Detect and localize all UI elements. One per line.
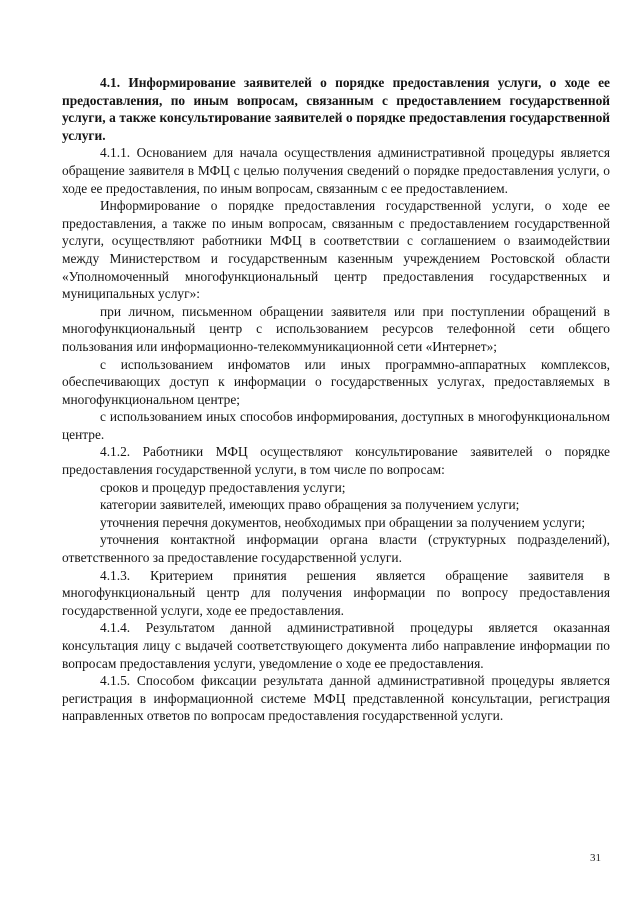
paragraph-informing: Информирование о порядке предоставления государственной услуги, о ходе ее предоставления, а также по иным вопросам, связанным с предоставлением государственной услуги, осуществляют работники МФЦ в соответствии с соглашением о взаимодействии между Министерством и государственным казенным учреждением Ростовской области «Уполномоченный многофункциональный центр предоставления государственных и муниципальных услуг»: bbox=[62, 198, 610, 302]
list-item-documents: уточнения перечня документов, необходимых при обращении за получением услуги; bbox=[100, 514, 586, 530]
paragraph-4-1-5: 4.1.5. Способом фиксации результата данной административной процедуры является регистрация в информационной системе МФЦ представленной консультации, регистрация направленных ответов по вопросам предоставления государственной услуги. bbox=[62, 673, 610, 724]
paragraph-infomats: с использованием инфоматов или иных программно-аппаратных комплексов, обеспечивающих доступ к информации о государственных услугах, предоставляемых в многофункциональном центре; bbox=[62, 356, 610, 407]
page-number: 31 bbox=[590, 852, 601, 864]
list-item-contacts: уточнения контактной информации органа власти (структурных подразделений), ответственного за предоставление государственной услуги. bbox=[62, 532, 610, 566]
section-heading: 4.1. Информирование заявителей о порядке предоставления услуги, о ходе ее предоставления, по иным вопросам, связанным с предоставлением государственной услуги, а также консультирование заявителей о порядке предоставления государственной услуги. bbox=[62, 75, 610, 143]
list-item-terms: сроков и процедур предоставления услуги; bbox=[100, 479, 346, 495]
paragraph-4-1-2: 4.1.2. Работники МФЦ осуществляют консультирование заявителей о порядке предоставления государственной услуги, в том числе по вопросам: bbox=[62, 444, 610, 478]
paragraph-personal-appeal: при личном, письменном обращении заявителя или при поступлении обращений в многофункциональный центр с использованием ресурсов телефонной сети общего пользования или информационно-телекоммуникационной сети «Интернет»; bbox=[62, 303, 610, 354]
paragraph-4-1-1: 4.1.1. Основанием для начала осуществления административной процедуры является обращение заявителя в МФЦ с целью получения сведений о порядке предоставления услуги, о ходе ее предоставления, по иным вопросам, связанным с ее предоставлением. bbox=[62, 145, 610, 196]
paragraph-4-1-4: 4.1.4. Результатом данной административной процедуры является оказанная консультация лицу с выдачей соответствующего документа либо направление информации по вопросам предоставления услуги, уведомление о ходе ее предоставления. bbox=[62, 620, 610, 671]
document-page bbox=[62, 74, 610, 725]
paragraph-other-methods: с использованием иных способов информирования, доступных в многофункциональном центре. bbox=[62, 409, 610, 442]
list-item-categories: категории заявителей, имеющих право обращения за получением услуги; bbox=[100, 497, 520, 513]
paragraph-4-1-3: 4.1.3. Критерием принятия решения является обращение заявителя в многофункциональный центр для получения информации по вопросу предоставления государственной услуги, ходе ее предоставления. bbox=[62, 567, 610, 618]
